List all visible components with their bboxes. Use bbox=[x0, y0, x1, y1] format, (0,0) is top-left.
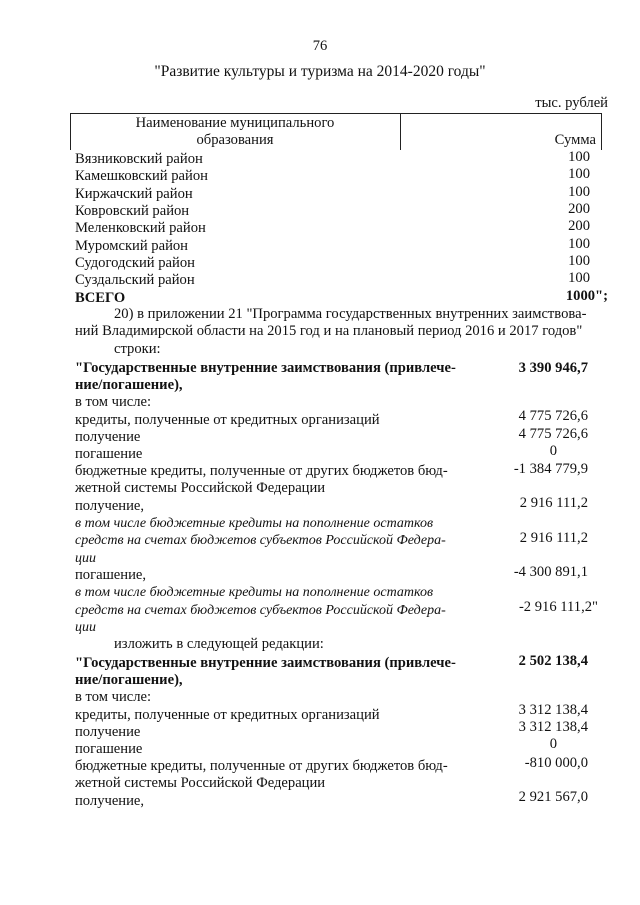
table-row-value: 100 bbox=[568, 253, 590, 269]
table-row-value: 100 bbox=[568, 166, 590, 182]
including-italic-line: в том числе бюджетные кредиты на пополнение остатков bbox=[75, 516, 434, 531]
table-row-name: Муромский район bbox=[75, 238, 188, 254]
col-name-header-line1: Наименование муниципального bbox=[135, 115, 335, 131]
table-row-value: 100 bbox=[568, 270, 590, 286]
borrowings-heading-value: 3 390 946,7 bbox=[518, 360, 588, 376]
table-total-label: ВСЕГО bbox=[75, 290, 126, 306]
receipt-value: 4 775 726,6 bbox=[518, 426, 588, 442]
borrowings-heading-cont: ние/погашение), bbox=[75, 377, 183, 393]
repayment-value: -4 300 891,1 bbox=[513, 564, 588, 580]
table-row-value: 200 bbox=[568, 218, 590, 234]
repayment-label: погашение, bbox=[75, 567, 147, 583]
receipt-label: получение bbox=[75, 724, 141, 740]
borrowings-heading-cont: ние/погашение), bbox=[75, 672, 183, 688]
including-italic-line: ции bbox=[75, 620, 96, 635]
receipt-value: 2 916 111,2 bbox=[519, 495, 588, 511]
including-italic-line: ции bbox=[75, 551, 96, 566]
budget-credits-value: -1 384 779,9 bbox=[513, 461, 588, 477]
table-row-value: 100 bbox=[568, 184, 590, 200]
document-title: "Развитие культуры и туризма на 2014-2020 годы" bbox=[154, 63, 486, 80]
repayment-value: 0 bbox=[549, 443, 557, 459]
table-row-name: Вязниковский район bbox=[75, 151, 203, 167]
transition-text: изложить в следующей редакции: bbox=[114, 636, 324, 652]
including-italic-value: 2 916 111,2 bbox=[519, 530, 588, 546]
budget-credits-label: бюджетные кредиты, полученные от других бюджетов бюд- bbox=[75, 758, 448, 774]
col-sum-header: Сумма bbox=[554, 132, 596, 148]
credits-org-label: кредиты, полученные от кредитных организаций bbox=[75, 707, 380, 723]
repayment-label: погашение bbox=[75, 741, 143, 757]
table-header-separator bbox=[400, 113, 401, 150]
table-total-value: 1000"; bbox=[565, 288, 608, 304]
receipt-value: 2 921 567,0 bbox=[518, 789, 588, 805]
paragraph-line: 20) в приложении 21 "Программа государственных внутренних заимствова- bbox=[114, 306, 587, 322]
table-row-value: 100 bbox=[568, 236, 590, 252]
including-italic-line: средств на счетах бюджетов субъектов Российской Федера- bbox=[75, 533, 446, 548]
table-row-name: Ковровский район bbox=[75, 203, 190, 219]
borrowings-heading: "Государственные внутренние заимствования (привлече- bbox=[75, 655, 456, 671]
budget-credits-label: бюджетные кредиты, полученные от других бюджетов бюд- bbox=[75, 463, 448, 479]
table-row-name: Судогодский район bbox=[75, 255, 195, 271]
paragraph-line: строки: bbox=[114, 341, 161, 357]
including-italic-line: в том числе бюджетные кредиты на пополнение остатков bbox=[75, 585, 434, 600]
table-row-value: 200 bbox=[568, 201, 590, 217]
budget-credits-label-cont: жетной системы Российской Федерации bbox=[75, 480, 326, 496]
table-row-name: Суздальский район bbox=[75, 272, 195, 288]
page-number: 76 bbox=[312, 38, 328, 54]
receipt-value: 3 312 138,4 bbox=[518, 719, 588, 735]
including-italic-line: средств на счетах бюджетов субъектов Российской Федера- bbox=[75, 603, 446, 618]
including-italic-value: -2 916 111,2" bbox=[518, 599, 598, 615]
unit-label: тыс. рублей bbox=[535, 95, 608, 111]
repayment-label: погашение bbox=[75, 446, 143, 462]
credits-org-label: кредиты, полученные от кредитных организаций bbox=[75, 412, 380, 428]
paragraph-line: ний Владимирской области на 2015 год и на плановый период 2016 и 2017 годов" bbox=[75, 323, 583, 339]
table-row-name: Меленковский район bbox=[75, 220, 206, 236]
receipt-label: получение, bbox=[75, 498, 145, 514]
table-row-value: 100 bbox=[568, 149, 590, 165]
col-name-header-line2: образования bbox=[196, 132, 274, 148]
credits-org-value: 3 312 138,4 bbox=[518, 702, 588, 718]
borrowings-heading: "Государственные внутренние заимствования (привлече- bbox=[75, 360, 456, 376]
receipt-label: получение bbox=[75, 429, 141, 445]
budget-credits-label-cont: жетной системы Российской Федерации bbox=[75, 775, 326, 791]
borrowings-heading-value: 2 502 138,4 bbox=[518, 653, 588, 669]
credits-org-value: 4 775 726,6 bbox=[518, 408, 588, 424]
budget-credits-value: -810 000,0 bbox=[524, 755, 588, 771]
including-label: в том числе: bbox=[75, 689, 152, 705]
receipt-label: получение, bbox=[75, 793, 145, 809]
table-row-name: Камешковский район bbox=[75, 168, 208, 184]
table-row-name: Киржачский район bbox=[75, 186, 193, 202]
repayment-value: 0 bbox=[549, 736, 557, 752]
including-label: в том числе: bbox=[75, 394, 152, 410]
